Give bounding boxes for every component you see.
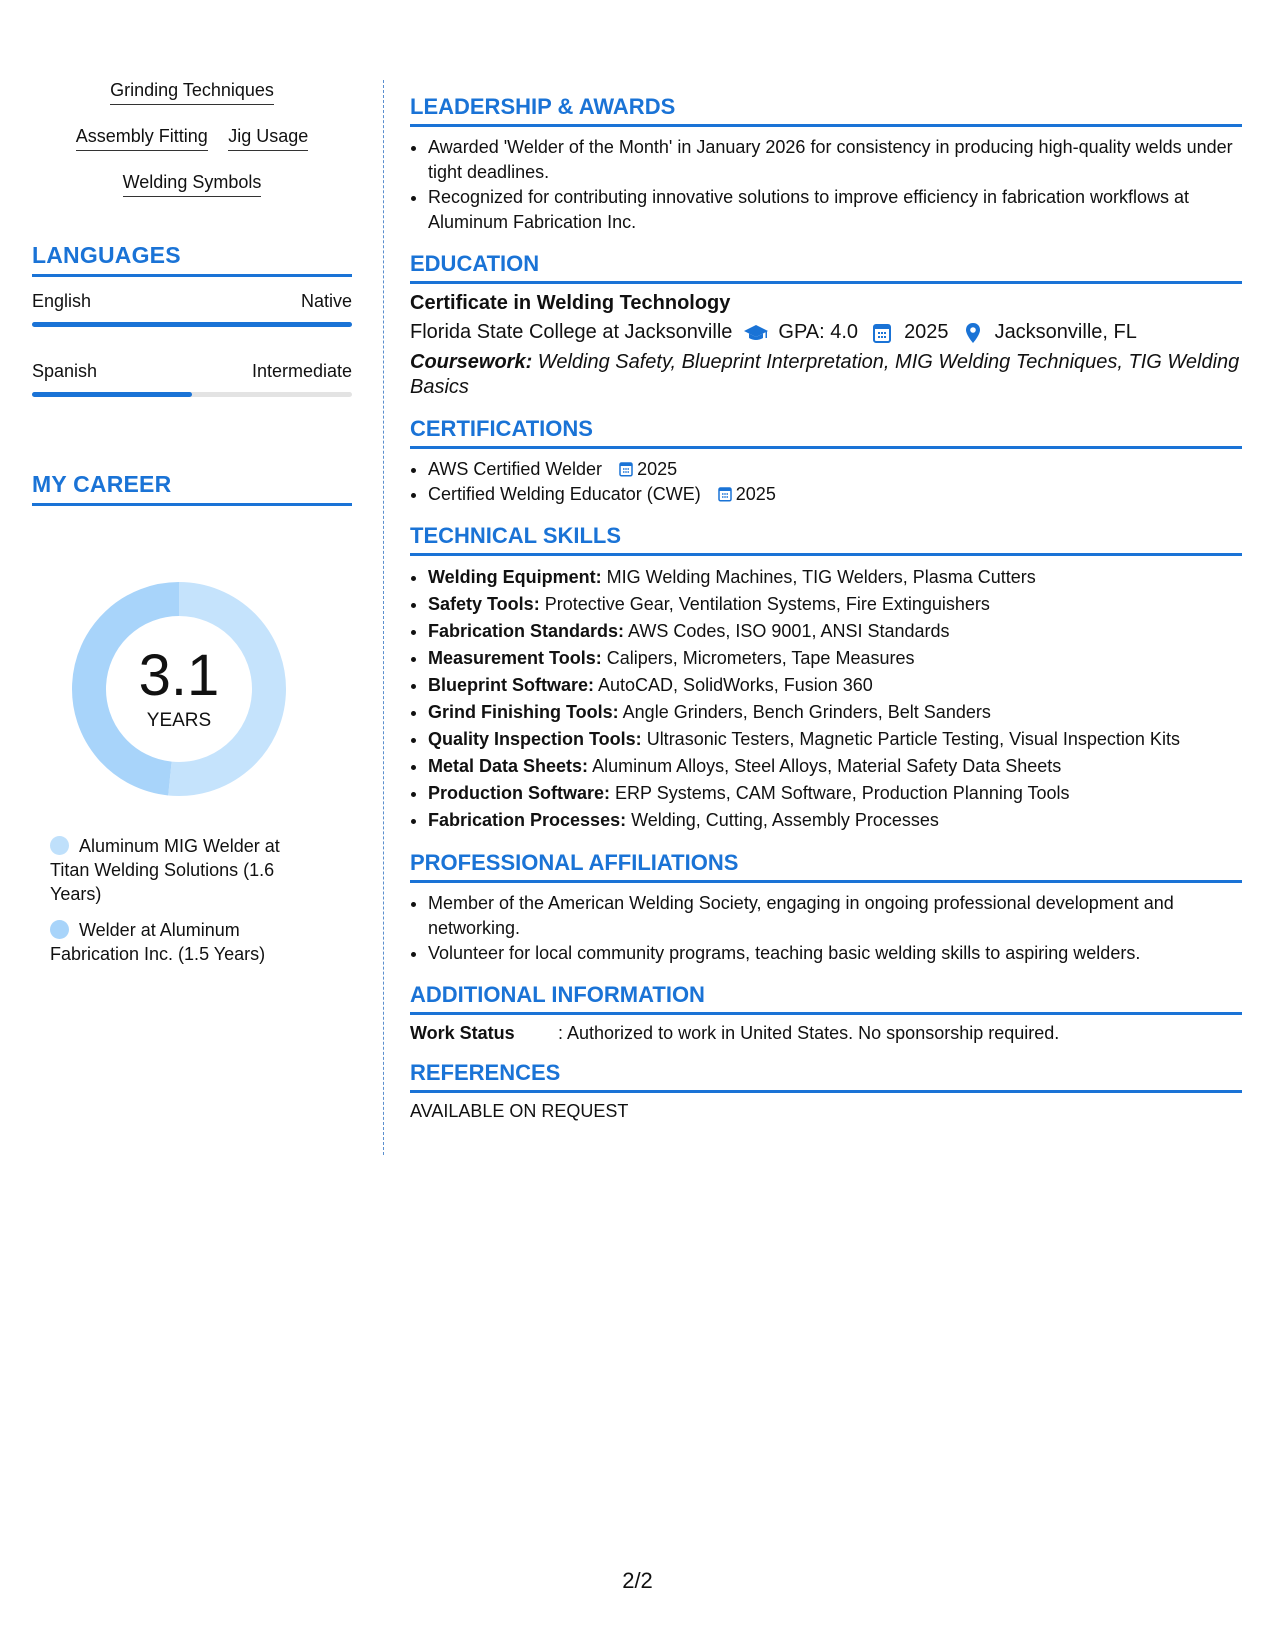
language-level: Intermediate xyxy=(251,361,352,381)
skill-tag-row xyxy=(32,172,352,198)
list-item: • Fabrication Processes: Welding, Cutting, Assembly Processes xyxy=(428,807,1242,834)
list-item: • Fabrication Standards: AWS Codes, ISO 9001, ANSI Standards xyxy=(428,618,1242,645)
graduation-cap-icon xyxy=(744,322,768,344)
list-item: • Measurement Tools: Calipers, Micrometers, Tape Measures xyxy=(428,645,1242,672)
languages-heading: LANGUAGES xyxy=(32,242,352,277)
career-total: 3.1 xyxy=(138,643,220,708)
career-unit: YEARS xyxy=(146,710,212,731)
calendar-icon xyxy=(617,460,635,478)
list-item: • Metal Data Sheets: Aluminum Alloys, Steel Alloys, Material Safety Data Sheets xyxy=(428,753,1242,780)
list-item: • Safety Tools: Protective Gear, Ventilation Systems, Fire Extinguishers xyxy=(428,591,1242,618)
section-heading: EDUCATION xyxy=(410,251,1242,284)
career-legend xyxy=(50,834,320,978)
coursework: Coursework: Welding Safety, Blueprint Interpretation, MIG Welding Techniques, TIG Welding Basics xyxy=(410,351,1240,398)
list-item: • Grind Finishing Tools: Angle Grinders, Bench Grinders, Belt Sanders xyxy=(428,699,1242,726)
list-item: • Awarded 'Welder of the Month' in January 2026 for consistency in producing high-quality welds under tight deadlines. xyxy=(428,135,1242,185)
skill-tag: Grinding Techniques xyxy=(110,80,274,105)
section-heading: LEADERSHIP & AWARDS xyxy=(410,94,1242,127)
career-legend-item: Aluminum MIG Welder at Titan Welding Solutions (1.6 Years) xyxy=(50,836,280,904)
language-name: Spanish xyxy=(32,361,98,381)
section-heading: PROFESSIONAL AFFILIATIONS xyxy=(410,850,1242,883)
affiliations-section xyxy=(410,850,1242,966)
language-item xyxy=(32,361,352,397)
skill-tag-row xyxy=(32,126,352,152)
list-item: • Volunteer for local community programs, teaching basic welding skills to aspiring welders. xyxy=(428,941,1242,966)
column-divider xyxy=(383,80,384,1155)
section-heading: ADDITIONAL INFORMATION xyxy=(410,982,1242,1015)
list-item: • Production Software: ERP Systems, CAM Software, Production Planning Tools xyxy=(428,780,1242,807)
skill-tag: Assembly Fitting xyxy=(76,126,208,151)
language-name: English xyxy=(32,291,92,311)
list-item: • Certified Welding Educator (CWE) 2025 xyxy=(428,482,1242,507)
page-number: 2/2 xyxy=(622,1568,653,1593)
section-heading: TECHNICAL SKILLS xyxy=(410,523,1242,556)
legend-dot-icon xyxy=(50,920,69,939)
language-bar-fill xyxy=(32,392,192,397)
calendar-icon xyxy=(716,485,734,503)
language-bar xyxy=(32,392,352,397)
school-location: Jacksonville, FL xyxy=(994,321,1137,343)
skill-tag-row xyxy=(32,80,352,106)
additional-info-section xyxy=(410,982,1242,1044)
language-bar xyxy=(32,322,352,327)
language-bar-fill xyxy=(32,322,352,327)
right-column xyxy=(410,94,1242,1138)
career-heading: MY CAREER xyxy=(32,471,352,506)
career-legend-item: Welder at Aluminum Fabrication Inc. (1.5 Years) xyxy=(50,920,266,964)
skill-tag: Jig Usage xyxy=(228,126,308,151)
calendar-icon xyxy=(870,322,894,344)
degree-title: Certificate in Welding Technology xyxy=(410,292,731,314)
work-status-value: : Authorized to work in United States. No sponsorship required. xyxy=(558,1023,1060,1043)
location-pin-icon xyxy=(961,322,985,344)
list-item: • Welding Equipment: MIG Welding Machines, TIG Welders, Plasma Cutters xyxy=(428,564,1242,591)
language-item xyxy=(32,291,352,327)
section-heading: REFERENCES xyxy=(410,1060,1242,1093)
work-status-label: Work Status xyxy=(410,1023,515,1043)
list-item: • Blueprint Software: AutoCAD, SolidWorks, Fusion 360 xyxy=(428,672,1242,699)
school-name: Florida State College at Jacksonville xyxy=(410,321,733,343)
graduation-year: 2025 xyxy=(904,321,949,343)
list-item: • AWS Certified Welder 2025 xyxy=(428,457,1242,482)
legend-dot-icon xyxy=(50,836,69,855)
education-section xyxy=(410,251,1242,400)
language-level: Native xyxy=(300,291,352,311)
list-item: • Quality Inspection Tools: Ultrasonic Testers, Magnetic Particle Testing, Visual Inspection Kits xyxy=(428,726,1242,753)
list-item: • Recognized for contributing innovative solutions to improve efficiency in fabrication workflows at Aluminum Fabrication Inc. xyxy=(428,185,1242,235)
references-section xyxy=(410,1060,1242,1122)
list-item: • Member of the American Welding Society, engaging in ongoing professional development and networking. xyxy=(428,891,1242,941)
skill-tags xyxy=(32,80,352,198)
skill-tag: Welding Symbols xyxy=(123,172,262,197)
left-column xyxy=(32,80,352,964)
career-donut xyxy=(66,576,292,802)
gpa: GPA: 4.0 xyxy=(778,321,859,343)
section-heading: CERTIFICATIONS xyxy=(410,416,1242,449)
leadership-section xyxy=(410,94,1242,235)
certifications-section xyxy=(410,416,1242,507)
technical-skills-section xyxy=(410,523,1242,834)
references-text: AVAILABLE ON REQUEST xyxy=(410,1101,629,1121)
